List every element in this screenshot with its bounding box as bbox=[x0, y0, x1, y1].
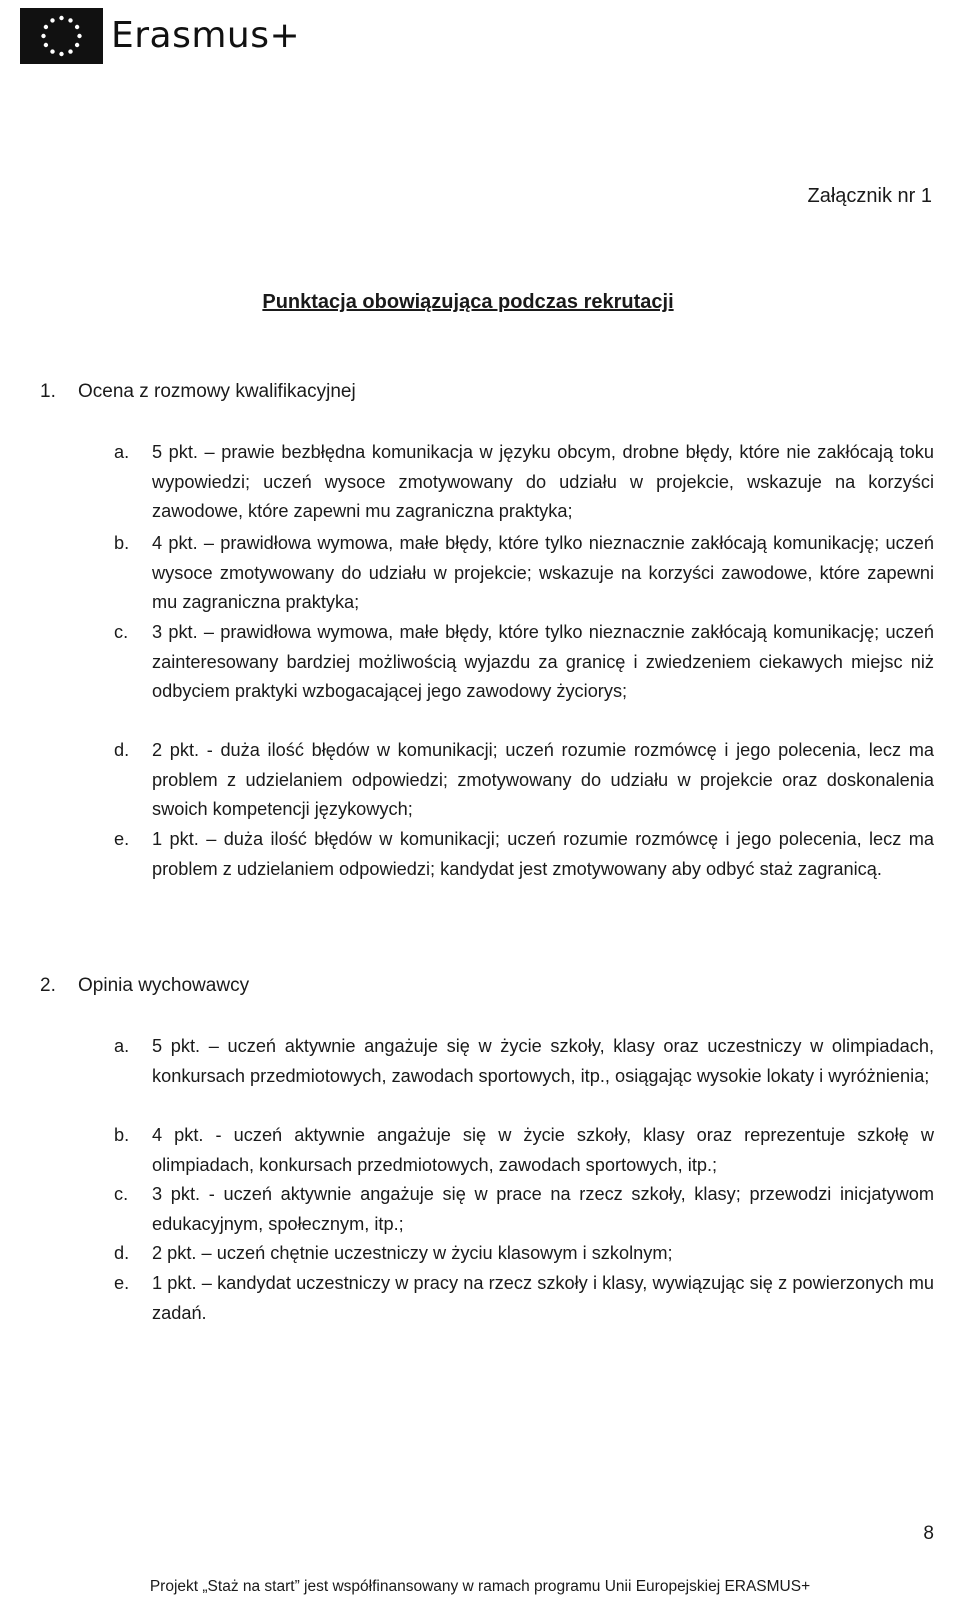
item-text: 1 pkt. – kandydat uczestniczy w pracy na rzecz szkoły i klasy, wywiązując się z powierzonych mu zadań. bbox=[152, 1273, 934, 1323]
item-label: a. bbox=[114, 1036, 130, 1056]
erasmus-plus-logo bbox=[20, 6, 300, 66]
item-label: e. bbox=[114, 829, 130, 849]
item-label: d. bbox=[114, 740, 130, 760]
list-item bbox=[114, 1180, 934, 1239]
list-item bbox=[114, 825, 934, 884]
list-item bbox=[114, 1121, 934, 1180]
logo-text: Erasmus+ bbox=[111, 15, 301, 56]
item-text: 4 pkt. - uczeń aktywnie angażuje się w życie szkoły, klasy oraz reprezentuje szkołę w olimpiadach, konkursach przedmiotowych, zawodach sportowych, itp.; bbox=[152, 1125, 934, 1175]
item-label: c. bbox=[114, 622, 129, 642]
list-item bbox=[114, 1239, 934, 1269]
list-item bbox=[114, 438, 934, 527]
annex-label: Załącznik nr 1 bbox=[807, 185, 932, 207]
section-heading-interview bbox=[40, 380, 356, 404]
section-number: 1. bbox=[40, 381, 56, 402]
item-text: 5 pkt. – prawie bezbłędna komunikacja w języku obcym, drobne błędy, które nie zakłócają toku wypowiedzi; uczeń wysoce zmotywowany do udziału w projekcie, wskazuje na korzyści zawodowe, które zapewni mu zagraniczna praktyka; bbox=[152, 442, 934, 522]
item-text: 3 pkt. – prawidłowa wymowa, małe błędy, które tylko nieznacznie zakłócają komunikację; uczeń zainteresowany bardziej możliwością wyjazdu za granicę i zwiedzeniem ciekawych miejsc niż odbyciem praktyki wzbogacającej jego zawodowy życiorys; bbox=[152, 622, 934, 702]
list-item bbox=[114, 529, 934, 618]
item-text: 2 pkt. – uczeń chętnie uczestniczy w życiu klasowym i szkolnym; bbox=[152, 1243, 673, 1263]
item-text: 1 pkt. – duża ilość błędów w komunikacji; uczeń rozumie rozmówcę i jego polecenia, lecz ma problem z udzielaniem odpowiedzi; kandydat jest zmotywowany aby odbyć staż zagranicą. bbox=[152, 829, 934, 879]
item-label: e. bbox=[114, 1273, 130, 1293]
page-number: 8 bbox=[923, 1523, 934, 1544]
item-label: a. bbox=[114, 442, 130, 462]
item-text: 5 pkt. – uczeń aktywnie angażuje się w życie szkoły, klasy oraz uczestniczy w olimpiadach, konkursach przedmiotowych, zawodach sportowych, itp., osiągając wysokie lokaty i wyróżnienia; bbox=[152, 1036, 934, 1086]
item-label: b. bbox=[114, 533, 130, 553]
section-number: 2. bbox=[40, 975, 56, 996]
item-text: 3 pkt. - uczeń aktywnie angażuje się w prace na rzecz szkoły, klasy; przewodzi inicjatywom edukacyjnym, społecznym, itp.; bbox=[152, 1184, 934, 1234]
section-heading-teacher-opinion bbox=[40, 974, 249, 998]
list-item bbox=[114, 1032, 934, 1091]
page-title: Punktacja obowiązująca podczas rekrutacji bbox=[262, 291, 674, 313]
item-label: d. bbox=[114, 1243, 130, 1263]
list-item bbox=[114, 736, 934, 825]
list-item bbox=[114, 618, 934, 707]
list-item bbox=[114, 1269, 934, 1328]
item-text: 2 pkt. - duża ilość błędów w komunikacji; uczeń rozumie rozmówcę i jego polecenia, lecz ma problem z udzielaniem odpowiedzi; zmotywowany do udziału w projekcie oraz doskonalenia swoich kompetencji językowych; bbox=[152, 740, 934, 820]
eu-flag-icon bbox=[20, 8, 103, 64]
item-text: 4 pkt. – prawidłowa wymowa, małe błędy, które tylko nieznacznie zakłócają komunikację; uczeń wysoce zmotywowany do udziału w projekcie; wskazuje na korzyści zawodowe, które zapewni mu zagraniczna praktyka; bbox=[152, 533, 934, 613]
section-title: Ocena z rozmowy kwalifikacyjnej bbox=[78, 381, 356, 402]
item-label: c. bbox=[114, 1184, 129, 1204]
section-title: Opinia wychowawcy bbox=[78, 975, 250, 996]
item-label: b. bbox=[114, 1125, 130, 1145]
footer-note: Projekt „Staż na start” jest współfinansowany w ramach programu Unii Europejskiej ERASMUS+ bbox=[149, 1578, 811, 1595]
